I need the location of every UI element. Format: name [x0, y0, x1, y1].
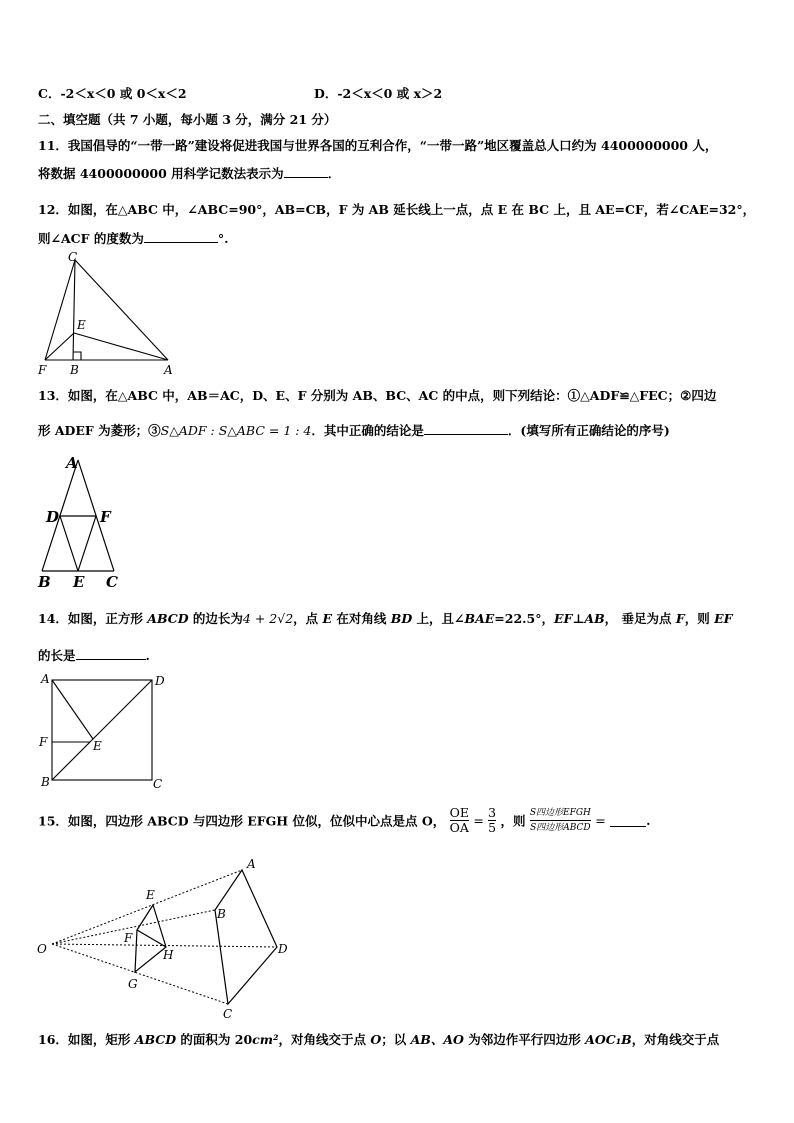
- side-length: 4 + 2√2: [242, 611, 294, 626]
- label-b: B: [70, 363, 79, 377]
- q13-text-c: ．(填写所有正确结论的序号): [507, 423, 670, 438]
- q13-text-b: ．其中正确的结论是: [311, 423, 424, 438]
- label-f: F: [38, 363, 47, 377]
- label-e: E: [146, 888, 155, 902]
- q16-text: 为邻边作平行四边形: [463, 1032, 586, 1047]
- label-e: E: [73, 573, 85, 591]
- q14-f: F: [675, 611, 685, 626]
- q14-end: .: [145, 648, 150, 663]
- q16-text: ；以: [381, 1032, 411, 1047]
- q12-text: 则∠ACF 的度数为: [38, 231, 144, 246]
- label-c: C: [106, 573, 118, 591]
- q14-text: 的长是: [38, 648, 76, 663]
- label-d: D: [46, 508, 60, 526]
- ratio-denominator: OA: [449, 820, 469, 835]
- label-o: O: [37, 942, 47, 956]
- answer-blank: [424, 422, 508, 435]
- q16-text: 16．如图，矩形: [38, 1032, 135, 1047]
- q14-text: ，点: [293, 611, 323, 626]
- q13-line1: 13．如图，在△ABC 中，AB＝AC，D、E、F 分别为 AB、BC、AC 的中点，则下列结论：①△ADF≌△FEC；②四边: [38, 388, 717, 403]
- label-b: B: [38, 573, 51, 591]
- value-fraction: [488, 806, 496, 835]
- q16-text: ，对角线交于点: [631, 1032, 720, 1047]
- q12-line2: [38, 229, 228, 247]
- q14-abcd: ABCD: [147, 611, 189, 626]
- area-unit: cm²: [252, 1032, 279, 1047]
- label-d: D: [155, 674, 165, 688]
- label-e: E: [93, 739, 102, 753]
- ratio-fraction: [450, 806, 469, 835]
- area-ratio-formula: S△ADF : S△ABC = 1 : 4: [160, 423, 312, 438]
- q16-ab-ao: AB、AO: [410, 1032, 464, 1047]
- value-numerator: 3: [488, 805, 497, 820]
- section-title: 二、填空题（共 7 小题，每小题 3 分，满分 21 分）: [38, 112, 337, 127]
- equals: =: [473, 813, 484, 828]
- label-a: A: [66, 454, 78, 472]
- label-f: F: [100, 508, 111, 526]
- q14-e: E: [322, 611, 333, 626]
- q12-line1: 12．如图，在△ABC 中，∠ABC=90°，AB=CB，F 为 AB 延长线上一点，点 E 在 BC 上，且 AE=CF，若∠CAE=32°，: [38, 202, 756, 217]
- label-a: A: [247, 857, 256, 871]
- q14-line1: [38, 609, 733, 627]
- q14-text: 的边长为: [188, 611, 243, 626]
- label-a: A: [41, 672, 50, 686]
- q15-text: 15．如图，四边形 ABCD 与四边形 EFGH 位似，位似中心点是点 O，: [38, 813, 446, 829]
- q14-bae: BAE: [464, 611, 495, 626]
- label-g: G: [128, 977, 138, 991]
- q16-o: O: [370, 1032, 382, 1047]
- q16-aoc1b: AOC₁B: [585, 1032, 632, 1047]
- area-denominator: S四边形ABCD: [530, 820, 591, 835]
- q14-figure: [36, 670, 176, 795]
- q15-line1: [38, 806, 650, 846]
- answer-blank: [76, 647, 146, 660]
- label-e: E: [77, 318, 86, 332]
- q15-text: ，则: [500, 813, 526, 829]
- q16-text: ，对角线交于点: [278, 1032, 371, 1047]
- q11-line1: 11．我国倡导的“一带一路”建设将促进我国与世界各国的互利合作，“一带一路”地区覆盖总人口约为 4400000000 人，: [38, 138, 718, 153]
- q14-line2: [38, 646, 150, 664]
- q14-text: 上，且∠: [412, 611, 465, 626]
- area-numerator: S四边形EFGH: [529, 808, 591, 818]
- label-d: D: [278, 942, 288, 956]
- label-b: B: [217, 907, 226, 921]
- q13-text-a: 形 ADEF 为菱形；③: [38, 423, 161, 438]
- label-c: C: [223, 1007, 233, 1021]
- label-b: B: [41, 775, 50, 789]
- label-c: C: [68, 250, 78, 264]
- area-fraction: [530, 806, 591, 835]
- label-a: A: [164, 363, 173, 377]
- q13-line2: [38, 421, 670, 439]
- answer-blank: [144, 230, 218, 243]
- q14-text: 在对角线: [332, 611, 391, 626]
- q16-text: 的面积为 20: [176, 1032, 253, 1047]
- q15-end: .: [646, 813, 651, 828]
- answer-blank: [610, 814, 646, 827]
- q15-figure: [32, 852, 302, 1027]
- label-f: F: [39, 735, 48, 749]
- label-h: H: [163, 948, 174, 962]
- q16-abcd: ABCD: [134, 1032, 177, 1047]
- q16-line1: [38, 1030, 719, 1048]
- q14-ef: EF: [714, 611, 733, 626]
- label-f: F: [124, 931, 133, 945]
- q14-ef-ab: EF⊥AB: [553, 611, 605, 626]
- q14-text: 14．如图，正方形: [38, 611, 148, 626]
- q13-figure: [36, 454, 136, 594]
- ratio-numerator: OE: [449, 805, 469, 820]
- q14-bd: BD: [390, 611, 413, 626]
- answer-blank: [284, 165, 328, 178]
- q10-option-c: C．-2＜x＜0 或 0＜x＜2: [38, 86, 187, 101]
- q11-text: 将数据 4400000000 用科学记数法表示为: [38, 166, 284, 181]
- q11-end: ．: [327, 166, 341, 181]
- q10-option-d: D．-2＜x＜0 或 x＞2: [314, 86, 443, 101]
- value-denominator: 5: [488, 820, 497, 835]
- q14-text: ， 垂足为点: [604, 611, 676, 626]
- q14-text: =22.5°，: [494, 611, 554, 626]
- q11-line2: [38, 164, 340, 182]
- q12-figure: [30, 248, 190, 378]
- label-c: C: [153, 777, 163, 791]
- q12-end: °.: [217, 231, 229, 246]
- equals: =: [595, 813, 606, 828]
- q14-text: ，则: [684, 611, 715, 626]
